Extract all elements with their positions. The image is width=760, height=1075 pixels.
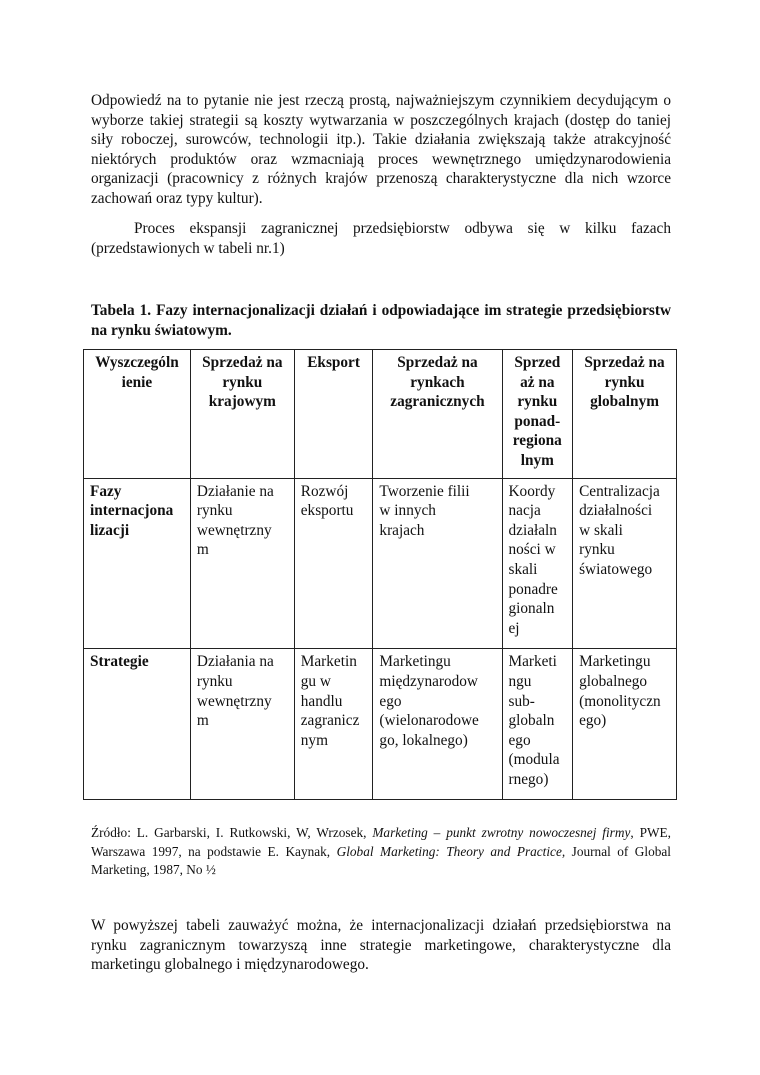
- table-cell: Marketin gu w handlu zagranicz nym: [294, 649, 373, 800]
- table-caption: Tabela 1. Fazy internacjonalizacji działań i odpowiadające im strategie przedsiębiorstw na rynku światowym.: [91, 302, 671, 339]
- phases-table: [83, 349, 677, 800]
- row-label: Strategie: [84, 649, 191, 800]
- table-row: [84, 649, 677, 800]
- source-prefix: Źródło: L. Garbarski, I. Rutkowski, W, Wrzosek,: [91, 825, 373, 840]
- table-header-row: [84, 350, 677, 479]
- source-suffix: Journal of Global Marketing, 1987, No ½: [91, 843, 671, 877]
- row-label: Fazy internacjona lizacji: [84, 478, 191, 649]
- header-cell: Sprzedaż na rynku globalnym: [573, 350, 677, 479]
- table-cell: Działania na rynku wewnętrzny m: [190, 649, 294, 800]
- table-cell: Marketingu globalnego (monolityczn ego): [573, 649, 677, 800]
- table-cell: Marketi ngu sub- globaln ego (modula rnego): [502, 649, 573, 800]
- table-cell: Tworzenie filii w innych krajach: [373, 478, 502, 649]
- header-cell: Sprzedaż na rynkach zagranicznych: [373, 350, 502, 479]
- header-cell: Eksport: [294, 350, 373, 479]
- table-cell: Działanie na rynku wewnętrzny m: [190, 478, 294, 649]
- paragraph-expansion: Proces ekspansji zagranicznej przedsiębiorstw odbywa się w kilku fazach (przedstawionych w tabeli nr.1): [91, 220, 671, 257]
- source-title-english: Global Marketing: Theory and Practice,: [336, 843, 566, 859]
- paragraph-intro: Odpowiedź na to pytanie nie jest rzeczą prostą, najważniejszym czynnikiem decydującym o wyborze takiej strategii są koszty wytwarzania w poszczególnych krajach (dostęp do taniej siły roboczej, surowców, technologii itp.). Takie działania zwiększają także atrakcyjność niektórych produktów oraz wzmacniają proces wewnętrznego umiędzynarodowienia organizacji (pracownicy z różnych krajów przenoszą charakterystyczne dla nich wzorce zachowań oraz typy kultur).: [91, 92, 671, 207]
- table-cell: Marketingu międzynarodow ego (wielonarodowe go, lokalnego): [373, 649, 502, 800]
- table-cell: Centralizacja działalności w skali rynku światowego: [573, 478, 677, 649]
- source-title-polish: Marketing – punkt zwrotny nowoczesnej firmy: [372, 825, 631, 840]
- source-middle: , PWE, Warszawa 1997, na podstawie E. Kaynak,: [91, 825, 671, 859]
- header-cell: Sprzed aż na rynku ponad- regiona lnym: [502, 350, 573, 479]
- table-row: [84, 478, 677, 649]
- header-cell: Sprzedaż na rynku krajowym: [190, 350, 294, 479]
- source-note: [91, 824, 671, 880]
- header-cell: Wyszczególn ienie: [84, 350, 191, 479]
- paragraph-conclusion: W powyższej tabeli zauważyć można, że internacjonalizacji działań przedsiębiorstwa na rynku zagranicznym towarzyszą inne strategie marketingowe, charakterystyczne dla marketingu globalnego i międzynarodowego.: [91, 917, 671, 974]
- table-cell: Koordy nacja działaln ności w skali ponadre gionaln ej: [502, 478, 573, 649]
- table-cell: Rozwój eksportu: [294, 478, 373, 649]
